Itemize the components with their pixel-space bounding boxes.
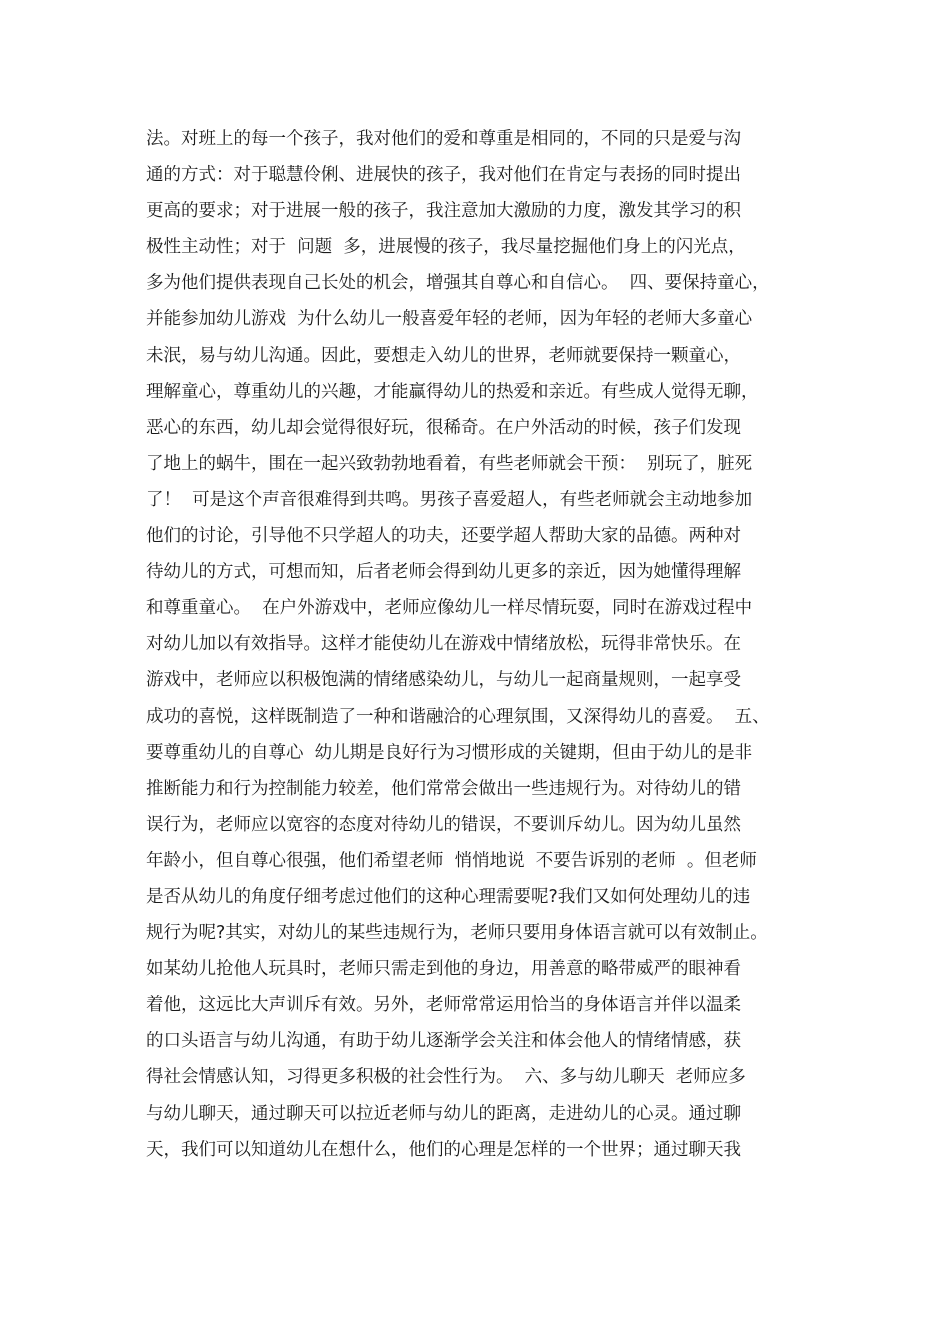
text-line: 和尊重童心。 在户外游戏中，老师应像幼儿一样尽情玩耍，同时在游戏过程中 (146, 598, 753, 619)
text-line: 理解童心，尊重幼儿的兴趣，才能赢得幼儿的热爱和亲近。有些成人觉得无聊， (146, 381, 759, 402)
text-line: 待幼儿的方式，可想而知，后者老师会得到幼儿更多的亲近，因为她懂得理解 (146, 562, 741, 583)
text-line: 更高的要求；对于进展一般的孩子，我注意加大激励的力度，激发其学习的积 (146, 201, 741, 222)
text-line: 并能参加幼儿游戏 为什么幼儿一般喜爱年轻的老师，因为年轻的老师大多童心 (146, 309, 753, 330)
text-line: 游戏中，老师应以积极饱满的情绪感染幼儿，与幼儿一起商量规则，一起享受 (146, 670, 741, 691)
text-line: 推断能力和行为控制能力较差，他们常常会做出一些违规行为。对待幼儿的错 (146, 778, 741, 799)
text-line: 了地上的蜗牛，围在一起兴致勃勃地看着，有些老师就会干预： 别玩了，脏死 (146, 453, 753, 474)
body-text (146, 121, 836, 1168)
text-line: 着他，这远比大声训斥有效。另外，老师常常运用恰当的身体语言并伴以温柔 (146, 995, 741, 1016)
text-line: 未泯，易与幼儿沟通。因此，要想走入幼儿的世界，老师就要保持一颗童心， (146, 345, 741, 366)
text-line: 多为他们提供表现自己长处的机会，增强其自尊心和自信心。 四、要保持童心， (146, 273, 770, 294)
text-line: 法。对班上的每一个孩子，我对他们的爱和尊重是相同的，不同的只是爱与沟 (146, 129, 741, 149)
text-line: 的口头语言与幼儿沟通，有助于幼儿逐渐学会关注和体会他人的情绪情感，获 (146, 1031, 741, 1052)
text-line: 误行为，老师应以宽容的态度对待幼儿的错误，不要训斥幼儿。因为幼儿虽然 (146, 814, 741, 835)
text-line: 恶心的东西，幼儿却会觉得很好玩，很稀奇。在户外活动的时候，孩子们发现 (146, 417, 741, 438)
text-line: 天，我们可以知道幼儿在想什么，他们的心理是怎样的一个世界；通过聊天我 (146, 1139, 741, 1160)
text-line: 通的方式：对于聪慧伶俐、进展快的孩子，我对他们在肯定与表扬的同时提出 (146, 165, 741, 186)
text-line: 是否从幼儿的角度仔细考虑过他们的这种心理需要呢?我们又如何处理幼儿的违 (146, 886, 751, 907)
text-line: 他们的讨论，引导他不只学超人的功夫，还要学超人帮助大家的品德。两种对 (146, 526, 741, 547)
text-line: 要尊重幼儿的自尊心 幼儿期是良好行为习惯形成的关键期，但由于幼儿的是非 (146, 742, 753, 763)
text-line: 极性主动性；对于 问题 多，进展慢的孩子，我尽量挖掘他们身上的闪光点， (146, 237, 746, 258)
text-line: 成功的喜悦，这样既制造了一种和谐融洽的心理氛围，又深得幼儿的喜爱。 五、 (146, 706, 770, 727)
text-line: 与幼儿聊天，通过聊天可以拉近老师与幼儿的距离，走进幼儿的心灵。通过聊 (146, 1103, 741, 1124)
text-line: 年龄小，但自尊心很强，他们希望老师 悄悄地说 不要告诉别的老师 。但老师 (146, 850, 757, 871)
text-line: 如某幼儿抢他人玩具时，老师只需走到他的身边，用善意的略带威严的眼神看 (146, 959, 741, 980)
text-line: 对幼儿加以有效指导。这样才能使幼儿在游戏中情绪放松，玩得非常快乐。在 (146, 634, 741, 655)
text-line: 规行为呢?其实，对幼儿的某些违规行为，老师只要用身体语言就可以有效制止。 (146, 923, 768, 944)
text-line: 了！ 可是这个声音很难得到共鸣。男孩子喜爱超人，有些老师就会主动地参加 (146, 489, 753, 510)
text-line: 得社会情感认知，习得更多积极的社会性行为。 六、多与幼儿聊天 老师应多 (146, 1067, 746, 1088)
